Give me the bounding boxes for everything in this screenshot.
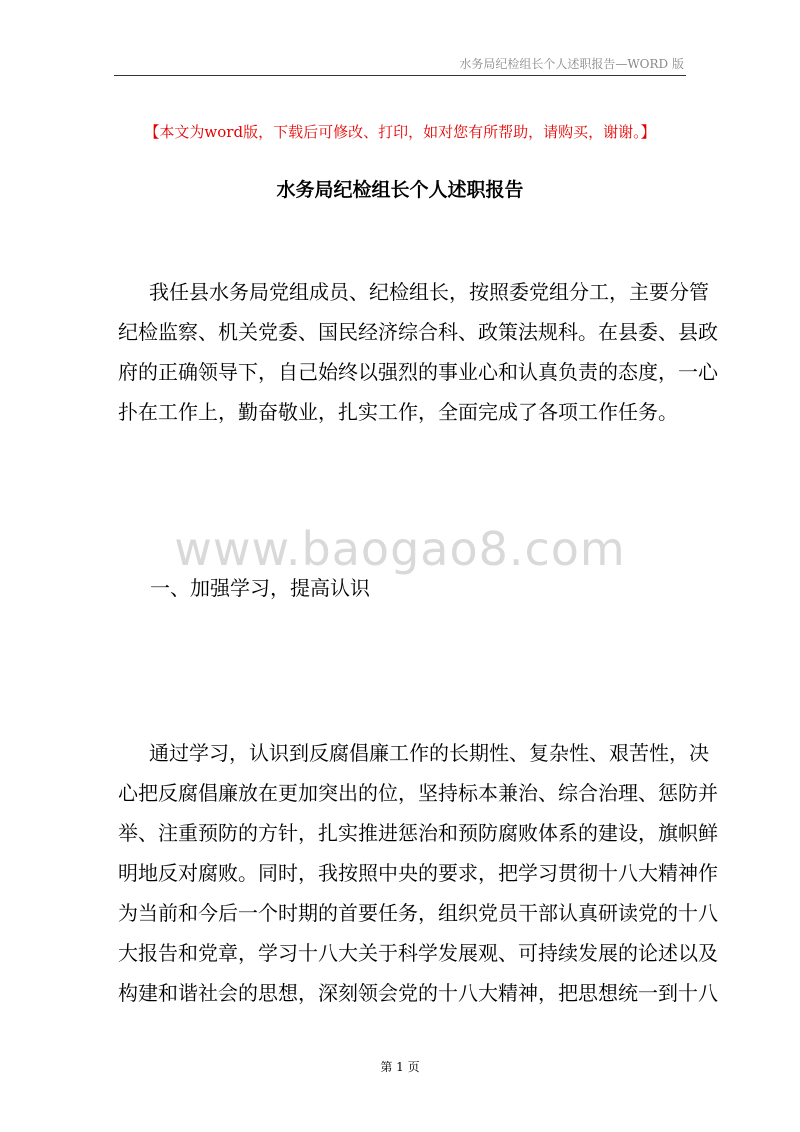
- paragraph-line: 为当前和今后一个时期的首要任务，组织党员干部认真研读党的十八: [118, 901, 718, 925]
- paragraph-line: 府的正确领导下，自己始终以强烈的事业心和认真负责的态度，一心: [118, 360, 718, 384]
- page-number: 第 1 页: [380, 1060, 420, 1074]
- paragraph-study: [118, 733, 718, 1013]
- watermark: www.baogao8.com: [174, 522, 626, 576]
- section-heading: 一、加强学习，提高认识: [150, 576, 370, 600]
- paragraph-line: 扑在工作上，勤奋敬业，扎实工作，全面完成了各项工作任务。: [118, 400, 678, 424]
- paragraph-line: 举、注重预防的方针，扎实推进惩治和预防腐败体系的建设，旗帜鲜: [118, 821, 718, 845]
- paragraph-line: 明地反对腐败。同时，我按照中央的要求，把学习贯彻十八大精神作: [118, 861, 718, 885]
- download-notice: 【本文为word版，下载后可修改、打印，如对您有所帮助，请购买，谢谢。】: [144, 123, 656, 141]
- header-title: 水务局纪检组长个人述职报告—WORD 版: [459, 57, 684, 71]
- paragraph-line: 我任县水务局党组成员、纪检组长，按照委党组分工，主要分管: [149, 280, 709, 304]
- paragraph-line: 大报告和党章，学习十八大关于科学发展观、可持续发展的论述以及: [118, 941, 718, 965]
- paragraph-line: 构建和谐社会的思想，深刻领会党的十八大精神，把思想统一到十八: [118, 981, 718, 1005]
- document-title: 水务局纪检组长个人述职报告: [276, 179, 524, 201]
- paragraph-line: 通过学习，认识到反腐倡廉工作的长期性、复杂性、艰苦性，决: [149, 741, 709, 765]
- paragraph-line: 心把反腐倡廉放在更加突出的位，坚持标本兼治、综合治理、惩防并: [118, 781, 718, 805]
- header-divider: [114, 75, 686, 76]
- paragraph-line: 纪检监察、机关党委、国民经济综合科、政策法规科。在县委、县政: [118, 320, 718, 344]
- paragraph-intro: [118, 272, 718, 432]
